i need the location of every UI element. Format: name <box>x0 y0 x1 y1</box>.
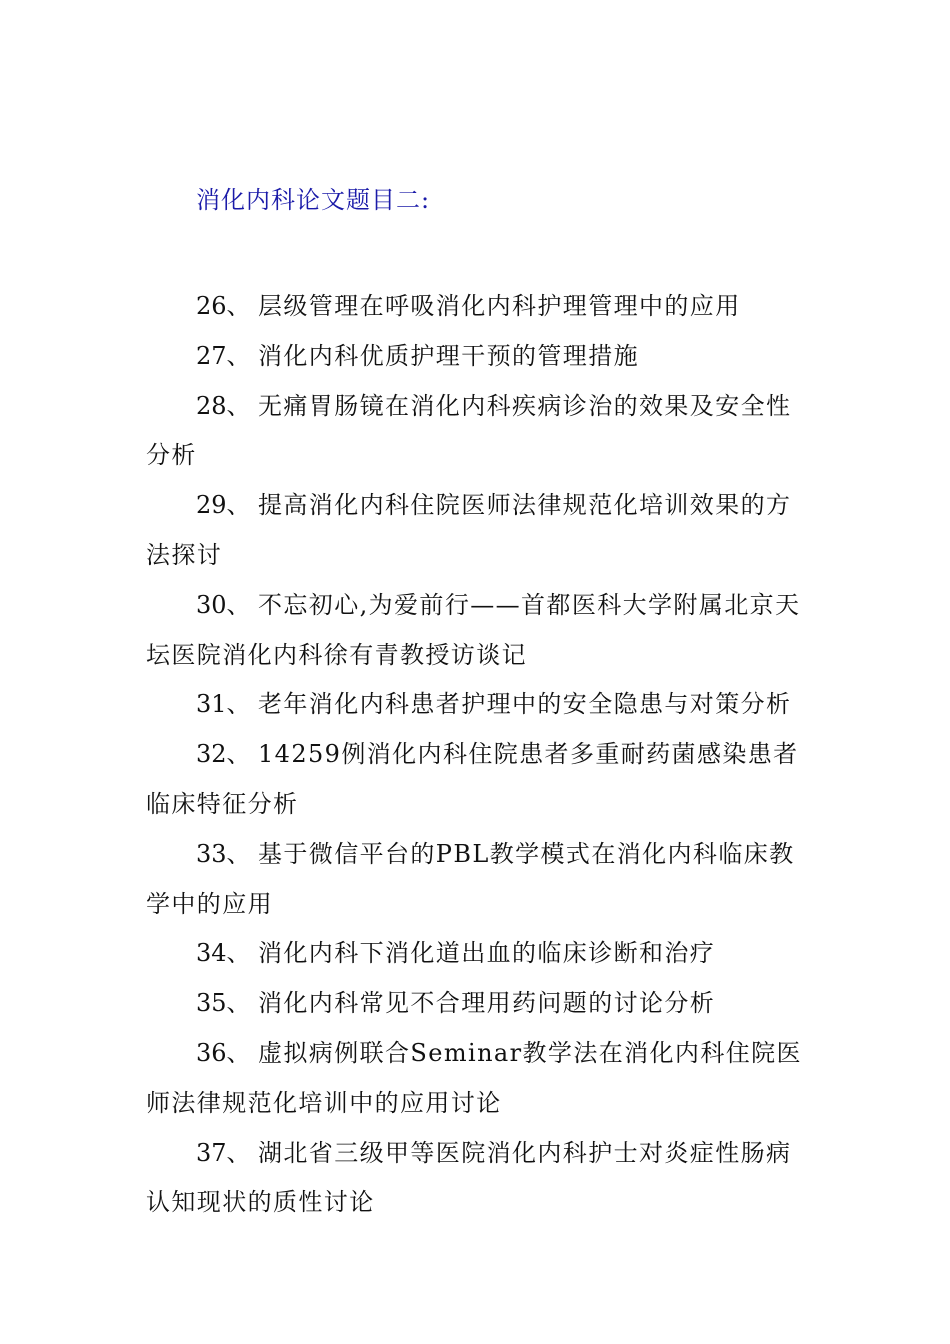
item-number: 26、 <box>196 292 251 320</box>
item-title: 消化内科常见不合理用药问题的讨论分析 <box>258 989 716 1018</box>
list-item <box>146 1029 806 1129</box>
section-heading: 消化内科论文题目二: <box>196 186 431 214</box>
list-item <box>146 1129 806 1229</box>
item-title: 基于微信平台的PBL教学模式在消化内科临床教学中的应用 <box>146 839 795 918</box>
item-number: 37、 <box>196 1138 251 1167</box>
item-title: 消化内科下消化道出血的临床诊断和治疗 <box>258 939 716 968</box>
list-item <box>146 581 806 681</box>
item-number: 27、 <box>196 341 251 370</box>
list-item <box>146 332 806 382</box>
list-item <box>146 979 806 1029</box>
item-title: 无痛胃肠镜在消化内科疾病诊治的效果及安全性分析 <box>146 391 792 470</box>
item-number: 36、 <box>196 1038 251 1067</box>
item-number: 28、 <box>196 391 251 420</box>
item-title: 不忘初心,为爱前行——首都医科大学附属北京天坛医院消化内科徐有青教授访谈记 <box>146 590 801 669</box>
item-title: 14259例消化内科住院患者多重耐药菌感染患者临床特征分析 <box>146 740 799 818</box>
item-number: 32、 <box>196 740 251 769</box>
item-title: 湖北省三级甲等医院消化内科护士对炎症性肠病认知现状的质性讨论 <box>146 1138 792 1217</box>
paper-title-list <box>146 282 806 1228</box>
list-item <box>146 382 806 482</box>
item-number: 33、 <box>196 839 251 868</box>
list-item <box>146 282 806 332</box>
list-item <box>146 929 806 979</box>
item-title: 层级管理在呼吸消化内科护理管理中的应用 <box>258 292 741 320</box>
item-title: 老年消化内科患者护理中的安全隐患与对策分析 <box>258 690 792 719</box>
item-number: 30、 <box>196 590 251 619</box>
item-title: 提高消化内科住院医师法律规范化培训效果的方法探讨 <box>146 491 792 569</box>
item-number: 35、 <box>196 989 251 1018</box>
list-item <box>146 730 806 830</box>
item-title: 消化内科优质护理干预的管理措施 <box>258 341 639 370</box>
item-title: 虚拟病例联合Seminar教学法在消化内科住院医师法律规范化培训中的应用讨论 <box>146 1038 802 1117</box>
item-number: 31、 <box>196 690 251 719</box>
list-item <box>146 830 806 930</box>
list-item <box>146 481 806 581</box>
list-item <box>146 680 806 730</box>
item-number: 34、 <box>196 939 251 968</box>
item-number: 29、 <box>196 491 251 520</box>
